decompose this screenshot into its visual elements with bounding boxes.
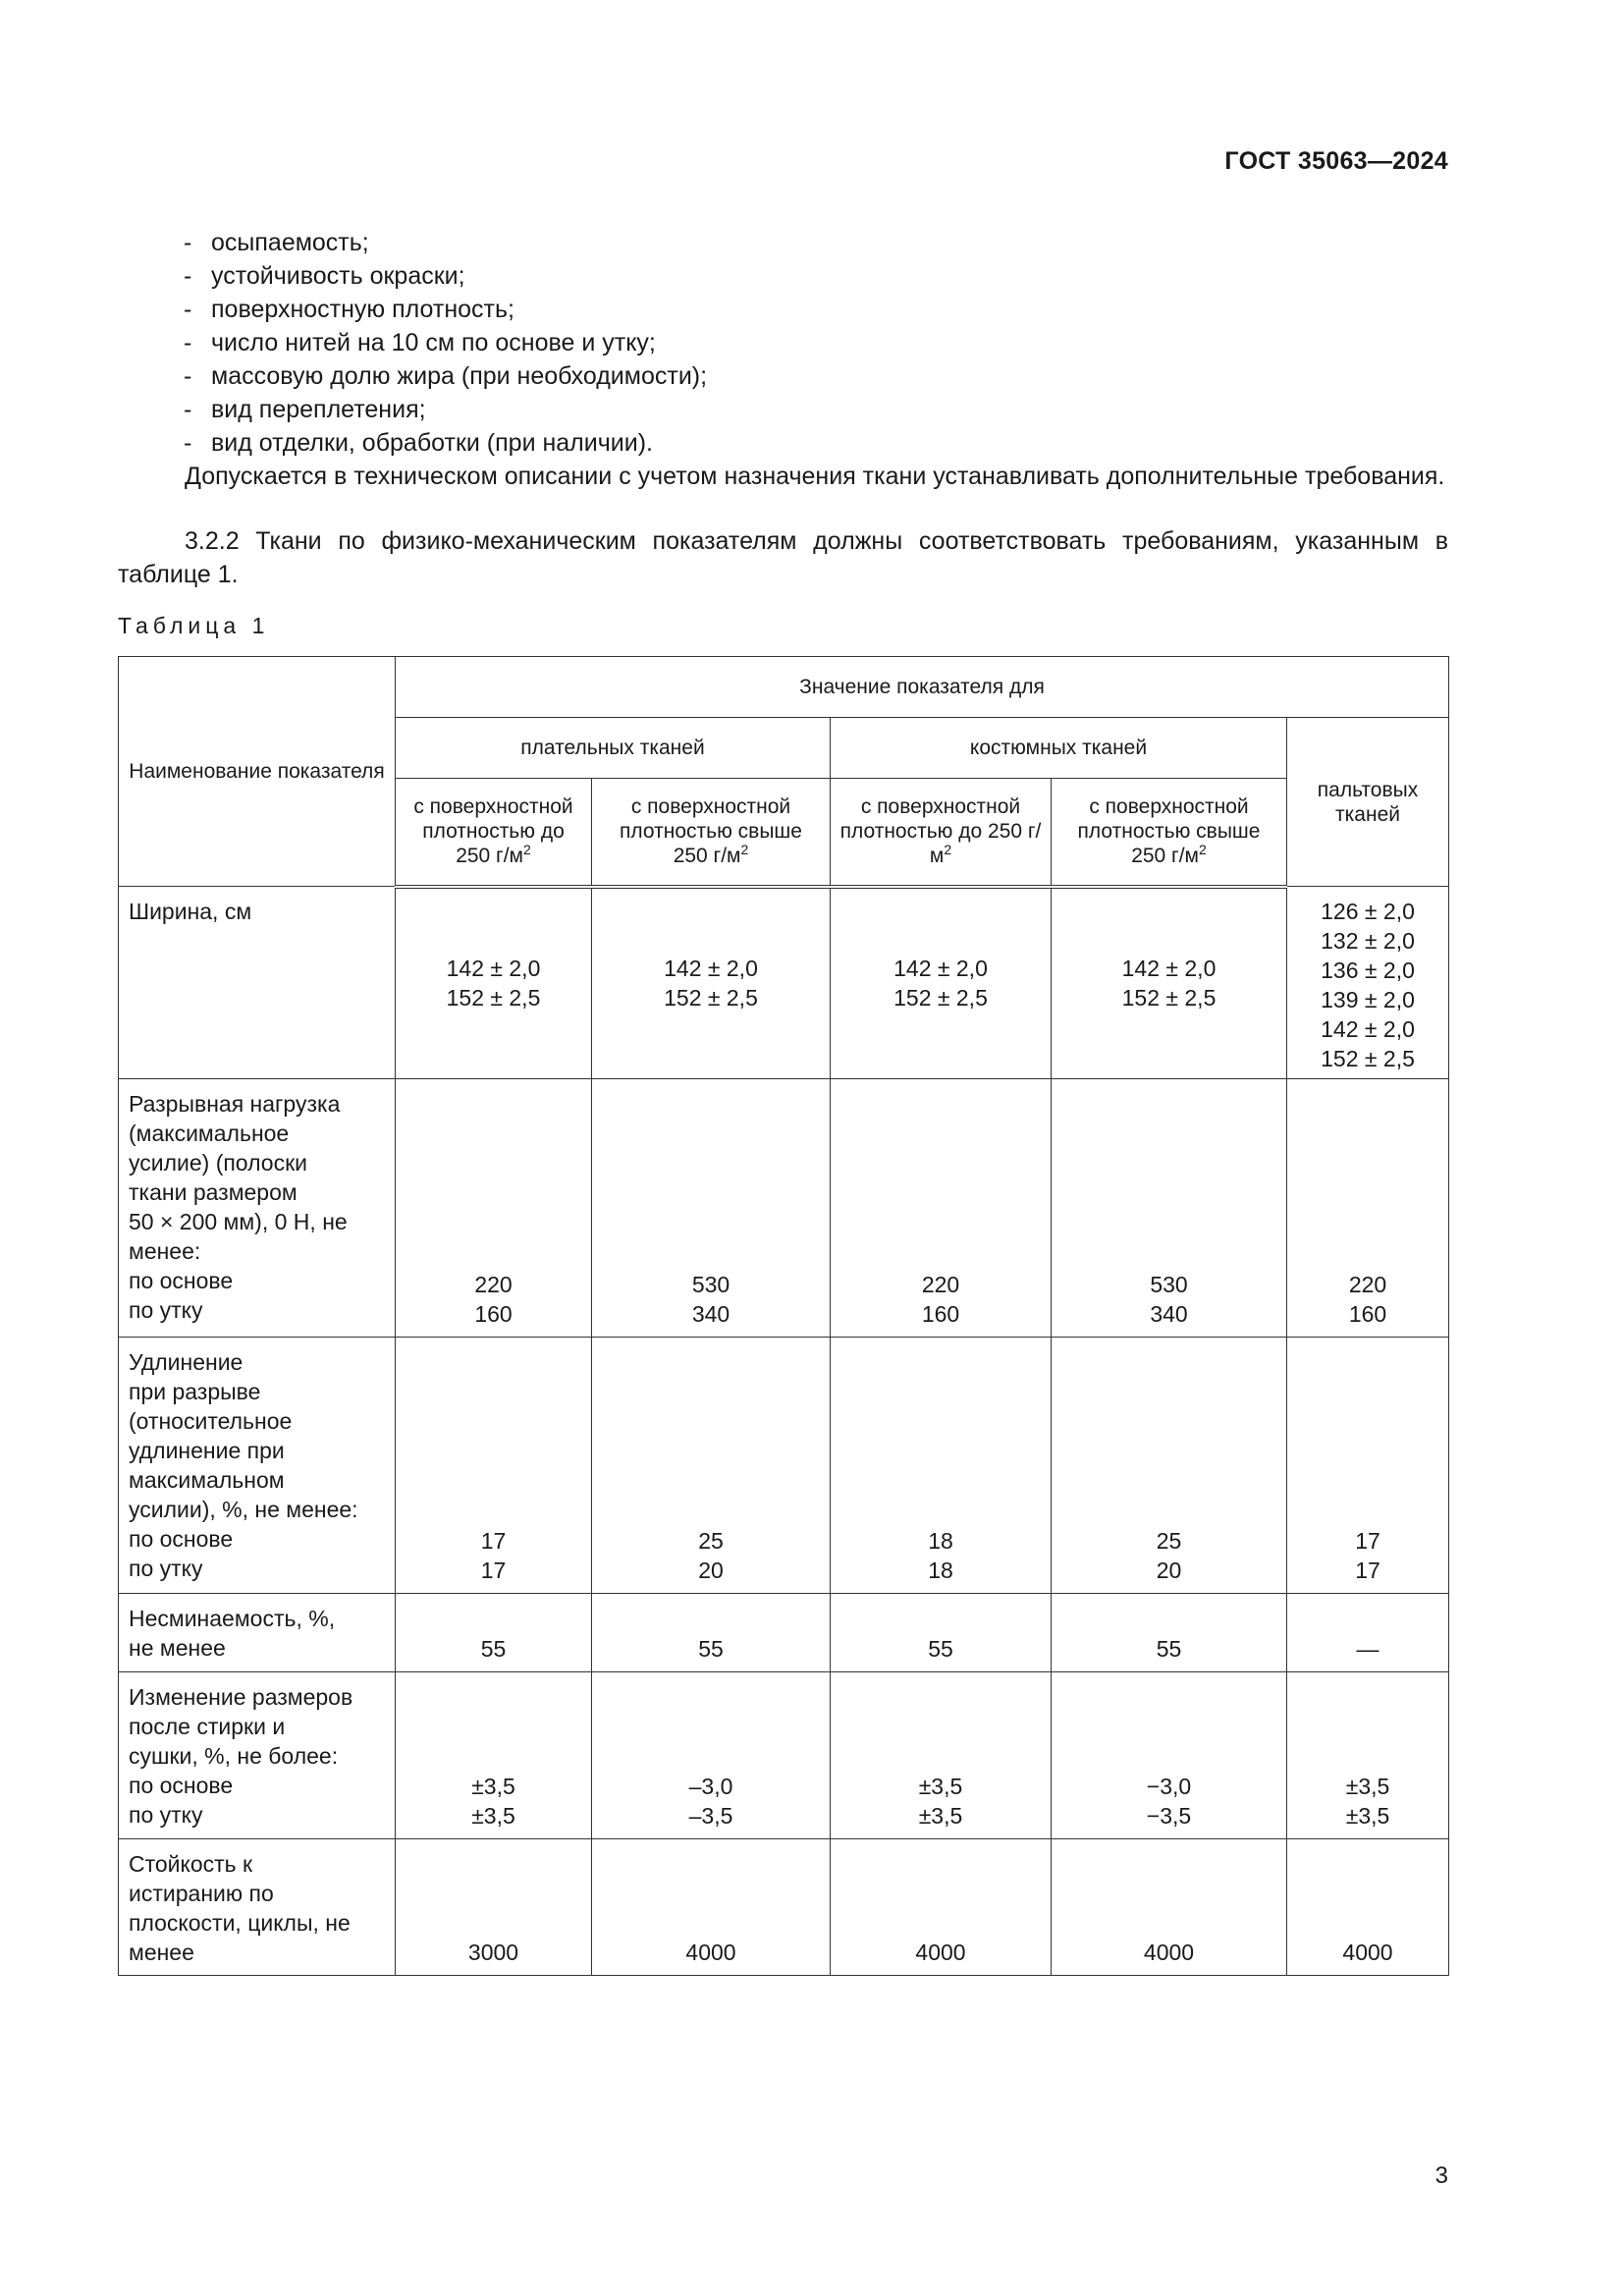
bullet-dash: -: [184, 329, 192, 356]
list-item: [184, 359, 707, 393]
cell-load-dress-gt: 530 340: [592, 1079, 831, 1338]
header-suit-up-to-250: с поверхностной плотностью до 250 $г/м^2$: [831, 779, 1052, 887]
paragraph-3-2-2: 3.2.2 Ткани по физико-механическим показателям должны соответствовать требованиям, указанным в таблице 1.: [118, 527, 1448, 588]
list-item: [184, 426, 707, 460]
bullet-dash: -: [184, 396, 192, 423]
cell-crease-coat: —: [1287, 1594, 1449, 1672]
cell-size-suit-le: ±3,5 ±3,5: [831, 1672, 1052, 1839]
cell-elong-dress-le: 17 17: [396, 1338, 592, 1594]
header-suit-fabrics: костюмных тканей: [831, 718, 1287, 779]
cell-width-dress-le: 142 ± 2,0 152 ± 2,5: [396, 887, 592, 1079]
cell-width-suit-le: 142 ± 2,0 152 ± 2,5: [831, 887, 1052, 1079]
cell-load-suit-le: 220 160: [831, 1079, 1052, 1338]
cell-elong-suit-gt: 25 20: [1052, 1338, 1287, 1594]
row-label-abrasion-resistance: Стойкость к истиранию по плоскости, циклы, не менее: [119, 1839, 396, 1976]
bullet-dash: -: [184, 296, 192, 323]
cell-crease-dress-le: 55: [396, 1594, 592, 1672]
list-item-text: вид отделки, обработки (при наличии).: [211, 429, 653, 457]
cell-width-suit-gt: 142 ± 2,0 152 ± 2,5: [1052, 887, 1287, 1079]
cell-abrasion-dress-le: 3000: [396, 1839, 592, 1976]
list-item-text: поверхностную плотность;: [211, 296, 514, 323]
list-item-text: устойчивость окраски;: [211, 262, 465, 290]
bullet-dash: -: [184, 262, 192, 290]
paragraph-additional-requirements: Допускается в техническом описании с учетом назначения ткани устанавливать дополнительные требования.: [185, 463, 1445, 490]
page-number: 3: [1434, 2162, 1448, 2189]
bullet-dash: -: [184, 229, 192, 256]
row-label-elongation: Удлинение при разрыве (относительное удлинение при максимальном усилии), %, не менее: по основе по утку: [119, 1338, 396, 1594]
table-row: [119, 1594, 1449, 1672]
cell-load-suit-gt: 530 340: [1052, 1079, 1287, 1338]
header-coat-fabrics: пальтовых тканей: [1287, 718, 1449, 887]
bullet-dash: -: [184, 362, 192, 390]
list-item: [184, 326, 707, 359]
header-suit-over-250: с поверхностной плотностью свыше 250 $г/м^2$: [1052, 779, 1287, 887]
row-label-crease-resistance: Несминаемость, %, не менее: [119, 1594, 396, 1672]
row-label-breaking-load: Разрывная нагрузка (максимальное усилие) (полоски ткани размером 50 × 200 мм), 0 Н, не менее: по основе по утку: [119, 1079, 396, 1338]
list-item-text: вид переплетения;: [211, 396, 426, 423]
table-row: [119, 1079, 1449, 1338]
row-label-width: Ширина, см: [119, 887, 396, 1079]
document-code: ГОСТ 35063—2024: [1224, 147, 1448, 175]
cell-crease-suit-gt: 55: [1052, 1594, 1287, 1672]
table-row: [119, 887, 1449, 1079]
cell-crease-dress-gt: 55: [592, 1594, 831, 1672]
cell-elong-dress-gt: 25 20: [592, 1338, 831, 1594]
table-row: [119, 1338, 1449, 1594]
spec-table: [118, 656, 1449, 1976]
header-dress-up-to-250: с поверхностной плотностью до 250 $г/м^2$: [396, 779, 592, 887]
list-item-text: массовую долю жира (при необходимости);: [211, 362, 708, 390]
bullet-list: [184, 226, 707, 460]
cell-abrasion-suit-le: 4000: [831, 1839, 1052, 1976]
list-item: [184, 259, 707, 293]
table-row: [119, 1839, 1449, 1976]
header-indicator-name: Наименование показателя: [119, 657, 396, 887]
table-row: [119, 1672, 1449, 1839]
table-caption: Таблица 1: [118, 613, 270, 638]
header-dress-over-250: с поверхностной плотностью свыше 250 $г/м^2$: [592, 779, 831, 887]
cell-abrasion-suit-gt: 4000: [1052, 1839, 1287, 1976]
cell-size-suit-gt: −3,0 −3,5: [1052, 1672, 1287, 1839]
row-label-size-change: Изменение размеров после стирки и сушки, %, не более: по основе по утку: [119, 1672, 396, 1839]
cell-elong-suit-le: 18 18: [831, 1338, 1052, 1594]
cell-crease-suit-le: 55: [831, 1594, 1052, 1672]
list-item-text: число нитей на 10 см по основе и утку;: [211, 329, 656, 356]
cell-width-coat: 126 ± 2,0 132 ± 2,0 136 ± 2,0 139 ± 2,0 142 ± 2,0 152 ± 2,5: [1287, 887, 1449, 1079]
list-item: [184, 293, 707, 326]
header-dress-fabrics: плательных тканей: [396, 718, 831, 779]
list-item-text: осыпаемость;: [211, 229, 369, 256]
list-item: [184, 393, 707, 426]
cell-size-dress-le: ±3,5 ±3,5: [396, 1672, 592, 1839]
cell-abrasion-coat: 4000: [1287, 1839, 1449, 1976]
list-item: [184, 226, 707, 259]
cell-size-dress-gt: –3,0 –3,5: [592, 1672, 831, 1839]
cell-width-dress-gt: 142 ± 2,0 152 ± 2,5: [592, 887, 831, 1079]
cell-load-coat: 220 160: [1287, 1079, 1449, 1338]
cell-abrasion-dress-gt: 4000: [592, 1839, 831, 1976]
header-value-for: Значение показателя для: [396, 657, 1449, 718]
cell-size-coat: ±3,5 ±3,5: [1287, 1672, 1449, 1839]
cell-load-dress-le: 220 160: [396, 1079, 592, 1338]
cell-elong-coat: 17 17: [1287, 1338, 1449, 1594]
bullet-dash: -: [184, 429, 192, 457]
